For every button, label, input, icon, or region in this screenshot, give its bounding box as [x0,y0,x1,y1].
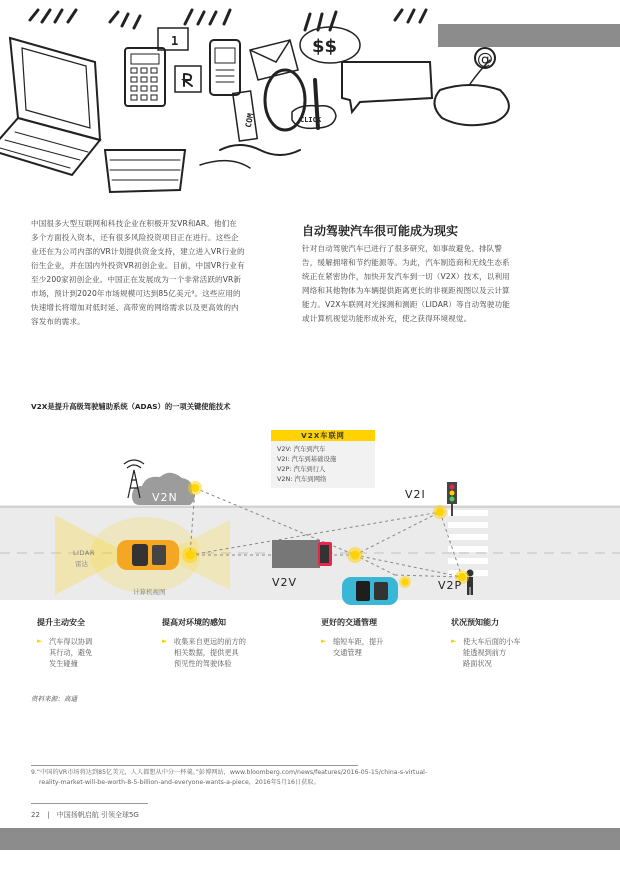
node-truck-core [351,551,360,560]
right-paragraph-line: 统正在紧密协作，加快开发汽车到一切（V2X）技术，以利用 [302,272,510,281]
footnote [31,768,591,788]
right-paragraph [302,242,592,326]
right-paragraph-line: 或计算机视觉功能形成补充，使之获得环境视觉。 [302,314,472,323]
left-paragraph-line: 至少200家初创企业。中国正在发展成为一个非常活跃的VR新 [31,275,242,284]
benefit-line: 预见性的驾驶体验 [174,659,232,668]
legend-item-v2n: V2N: 汽车到网络 [277,475,327,483]
left-paragraph-line: 容发布的需求。 [31,317,85,326]
benefit-title: 提高对环境的感知 [162,618,226,627]
benefit-situation-prediction [451,617,591,669]
sketch-dollar-glyph: $$ [312,36,338,57]
benefit-line: 缩短车距，提升 [333,637,384,646]
benefit-line: 发生碰撞 [49,659,78,668]
label-radar: 雷达 [75,560,88,568]
footnote-line: 9.“中国的VR市场将达到85亿美元，人人都想从中分一杯羹。”彭博网站，www.bloomberg.com/news/features/2016-05-15/china-s-virtual- [31,769,428,776]
left-paragraph-line: 快速增长将增加对低时延、高带宽的网络需求以及更高效的内 [31,303,239,312]
truck-icon [272,540,332,568]
left-paragraph-line: 中国很多大型互联网和科技企业在积极开发VR和AR。他们在 [31,219,237,228]
source-note: 资料来源：高通 [31,695,78,703]
benefit-line: 汽车得以协调 [49,637,93,646]
footnote-rule [31,765,358,766]
main-car-icon [117,540,179,570]
node-v2n-core [191,484,199,492]
node-main-car-core [186,551,195,560]
benefit-line: 使大车后面的小车 [463,637,521,646]
mouse-icon [434,85,508,125]
right-paragraph-line: 网络和其他物体为车辆提供距离更长的非视距视图以及云计算 [302,286,510,295]
figure-title: V2X是提升高级驾驶辅助系统（ADAS）的一项关键使能技术 [31,402,231,411]
benefit-title: 提升主动安全 [37,618,85,627]
triangle-bullet-icon: ► [451,637,457,645]
sketch-com-word: COM [243,112,256,129]
zero-digit-icon [265,70,305,130]
benefit-active-safety [37,617,152,669]
label-v2n: V2N [152,491,178,504]
sketch-click-word: CLICK [300,116,322,124]
laptop-icon [0,38,100,175]
wave-decor [200,145,300,168]
right-paragraph-line: 告，缓解拥堵和节约能源等。为此，汽车制造商和无线生态系 [302,258,510,267]
label-v2p: V2P [438,579,463,592]
right-paragraph-line: 针对自动驾驶汽车已进行了很多研究，如事故避免、排队警 [302,244,503,253]
benefit-line: 相关数据，提供更具 [174,648,239,657]
legend-item-v2i: V2I: 汽车到基础设施 [277,455,337,463]
label-v2i: V2I [405,488,426,501]
keyboard-icon [105,150,185,192]
benefit-line: 路面状况 [463,659,492,668]
sketch-digit-one: 1 [171,34,179,48]
legend-item-v2v: V2V: 汽车到汽车 [277,445,326,453]
chat-bubble-icon [342,62,432,112]
benefit-line: 收集来自更远的前方的 [174,637,246,646]
footnote-line: reality-market-will-be-worth-8-5-billion-and-everyone-wants-a-piece，2016年5月16日获取。 [39,779,320,786]
left-paragraph-line: 衍生企业，并在国内外投资VR初创企业。目前，中国VR行业有 [31,261,245,270]
node-blue-car-core [402,579,409,586]
v2x-legend [271,430,375,488]
benefit-environment-awareness [162,617,302,669]
label-computer-vision: 计算机视图 [133,588,166,596]
sketch-at-glyph: @ [477,49,493,68]
triangle-bullet-icon: ► [37,637,43,645]
left-paragraph-line: 多个方面投入资本，还有很多风险投资项目正在进行。这些企 [31,233,239,242]
footer-title: 中国扬帆启航 引领全球5G [56,811,139,819]
bottom-gray-band [0,828,620,850]
benefit-title: 更好的交通管理 [321,618,377,627]
legend-title: V2X车联网 [271,430,375,441]
header-gray-band [438,24,620,47]
left-paragraph-line: 市场，预计到2020年市场规模可达到85亿美元⁹。这些应用的 [31,289,241,298]
benefit-line: 其行动，避免 [49,648,93,657]
stripes-decor [30,10,426,30]
right-paragraph-line: 能力。V2X车联网对光探测和测距（LIDAR）等自动驾驶功能 [302,300,510,309]
section-heading: 自动驾驶汽车很可能成为现实 [302,224,459,238]
left-paragraph-line: 业还在为公司内部的VR计划提供资金支持，建立进入VR行业的 [31,247,245,256]
page-footer [31,810,139,820]
label-v2v: V2V [272,576,298,589]
triangle-bullet-icon: ► [321,637,327,645]
benefit-traffic-management [321,617,441,658]
blue-car-icon [342,577,398,605]
legend-item-v2p: V2P: 汽车到行人 [277,465,326,473]
node-v2i-core [436,508,444,516]
left-paragraph [31,217,296,329]
benefit-line: 交通管理 [333,648,362,657]
benefit-line: 能透视到前方 [463,648,507,657]
calculator-icon [125,48,165,106]
page-number: 22 [31,811,40,819]
phone-icon [210,40,240,95]
footer-rule [31,803,148,804]
footer-separator: | [47,811,50,819]
header-illustration [0,0,620,200]
triangle-bullet-icon: ► [162,637,168,645]
label-lidar: LIDAR [73,549,95,557]
benefit-title: 状况预知能力 [451,618,499,627]
